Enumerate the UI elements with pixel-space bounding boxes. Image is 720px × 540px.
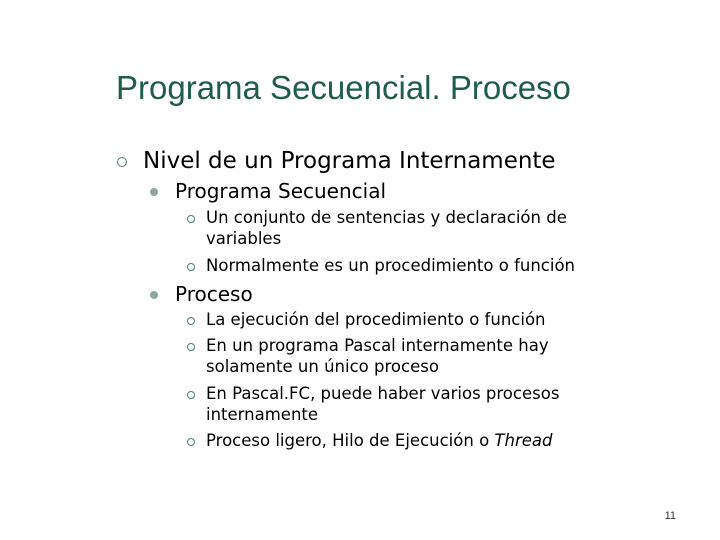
bullet-level2 [175,284,253,304]
dot-bullet-icon [150,291,158,299]
bullet-text: Nivel de un Programa Internamente [143,148,556,174]
ring-bullet-icon [187,343,195,351]
slide-title: Programa Secuencial. Proceso [116,69,571,106]
bullet-text: internamente [206,405,319,424]
ring-bullet-icon [187,317,195,325]
ring-bullet-icon [187,438,195,446]
bullet-text: En un programa Pascal internamente hay [206,336,549,355]
bullet-text-italic: Thread [494,431,553,450]
bullet-continuation [206,359,439,376]
bullet-text: La ejecución del procedimiento o función [206,310,546,329]
bullet-text: Normalmente es un procedimiento o función [206,256,576,275]
ring-bullet-icon [187,263,195,271]
bullet-level3 [206,338,549,355]
bullet-text: Proceso [175,282,253,306]
bullet-continuation [206,231,281,248]
bullet-level3 [206,386,559,403]
ring-bullet-icon [187,215,195,223]
bullet-level3 [206,433,552,450]
bullet-text: Programa Secuencial [175,179,387,203]
bullet-level3 [206,210,567,227]
bullet-level3 [206,312,546,329]
dot-bullet-icon [150,188,158,196]
bullet-text: variables [206,229,282,248]
bullet-text: Un conjunto de sentencias y declaración de [206,208,567,227]
bullet-level3 [206,258,575,275]
ring-bullet-icon [117,157,127,167]
ring-bullet-icon [187,391,195,399]
bullet-text: Proceso ligero, Hilo de Ejecución o [206,431,495,450]
bullet-continuation [206,407,318,424]
bullet-level2 [175,181,386,201]
bullet-level1 [143,150,556,173]
bullet-text: solamente un único proceso [206,357,439,376]
page-number: 11 [664,510,676,522]
bullet-text: En Pascal.FC, puede haber varios procesos [206,384,560,403]
